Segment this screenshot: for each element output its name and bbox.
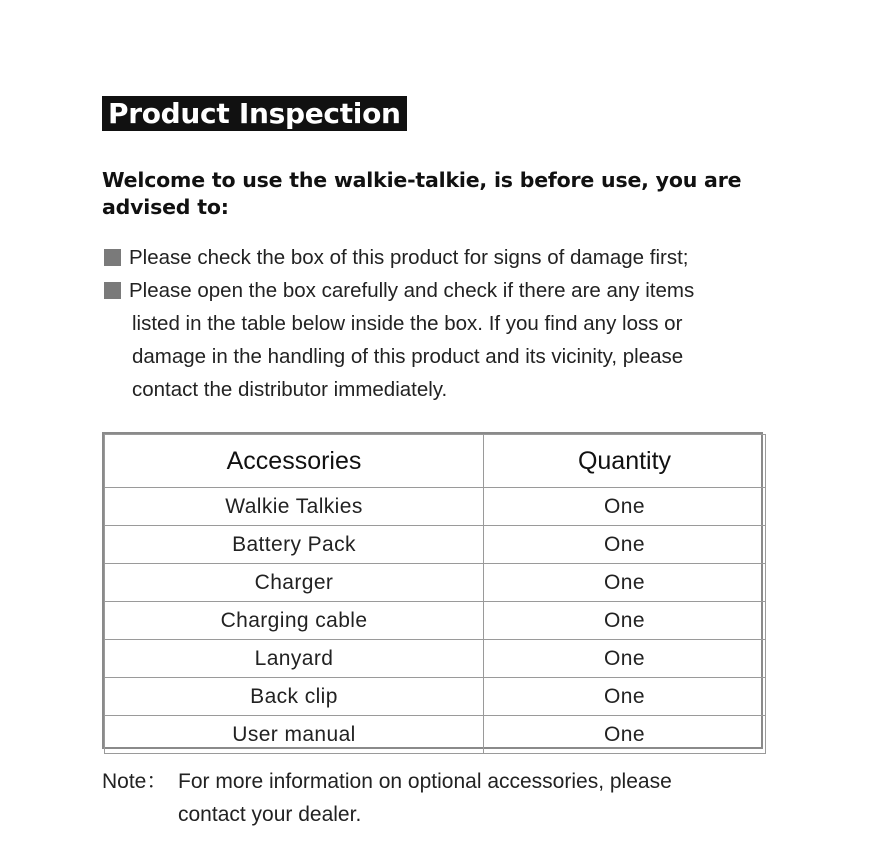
table-header-row xyxy=(105,435,766,488)
note-section xyxy=(102,765,822,831)
accessory-quantity: One xyxy=(484,678,766,716)
column-header-accessories: Accessories xyxy=(105,435,484,488)
bullet-text: Please check the box of this product for signs of damage first; xyxy=(129,246,689,269)
note-spacer xyxy=(102,798,178,831)
note-row xyxy=(102,798,822,831)
table-row xyxy=(105,640,766,678)
table-row xyxy=(105,716,766,754)
note-text: For more information on optional accessories, please xyxy=(178,770,672,793)
bullet-text-line: contact the distributor immediately. xyxy=(132,378,448,401)
note-row xyxy=(102,765,822,798)
accessory-name: User manual xyxy=(105,716,484,754)
accessory-quantity: One xyxy=(484,488,766,526)
accessory-name: Battery Pack xyxy=(105,526,484,564)
bullet-continuation xyxy=(104,307,824,406)
bullet-text: Please open the box carefully and check if there are any items xyxy=(129,279,695,302)
accessory-name: Charging cable xyxy=(105,602,484,640)
accessories-table-grid xyxy=(104,434,766,754)
accessory-quantity: One xyxy=(484,640,766,678)
page-title: Product Inspection xyxy=(102,96,407,131)
note-text: contact your dealer. xyxy=(178,803,362,826)
note-label: Note： xyxy=(102,770,168,793)
square-bullet-icon xyxy=(104,282,121,299)
intro-text: Welcome to use the walkie-talkie, is before use, you are advised to: xyxy=(102,168,742,219)
bullet-text-line: damage in the handling of this product and its vicinity, please xyxy=(132,345,684,368)
table-row xyxy=(105,488,766,526)
bullet-list xyxy=(104,241,824,406)
table-row xyxy=(105,602,766,640)
table-row xyxy=(105,564,766,602)
square-bullet-icon xyxy=(104,249,121,266)
accessory-name: Charger xyxy=(105,564,484,602)
bullet-item xyxy=(104,241,824,274)
accessory-quantity: One xyxy=(484,716,766,754)
table-row xyxy=(105,526,766,564)
accessory-quantity: One xyxy=(484,526,766,564)
accessory-name: Lanyard xyxy=(105,640,484,678)
bullet-item xyxy=(104,274,824,307)
table-row xyxy=(105,678,766,716)
column-header-quantity: Quantity xyxy=(484,435,766,488)
bullet-text-line: listed in the table below inside the box. If you find any loss or xyxy=(132,312,683,335)
accessory-quantity: One xyxy=(484,564,766,602)
accessory-name: Back clip xyxy=(105,678,484,716)
accessory-name: Walkie Talkies xyxy=(105,488,484,526)
accessory-quantity: One xyxy=(484,602,766,640)
accessories-table xyxy=(102,432,763,749)
